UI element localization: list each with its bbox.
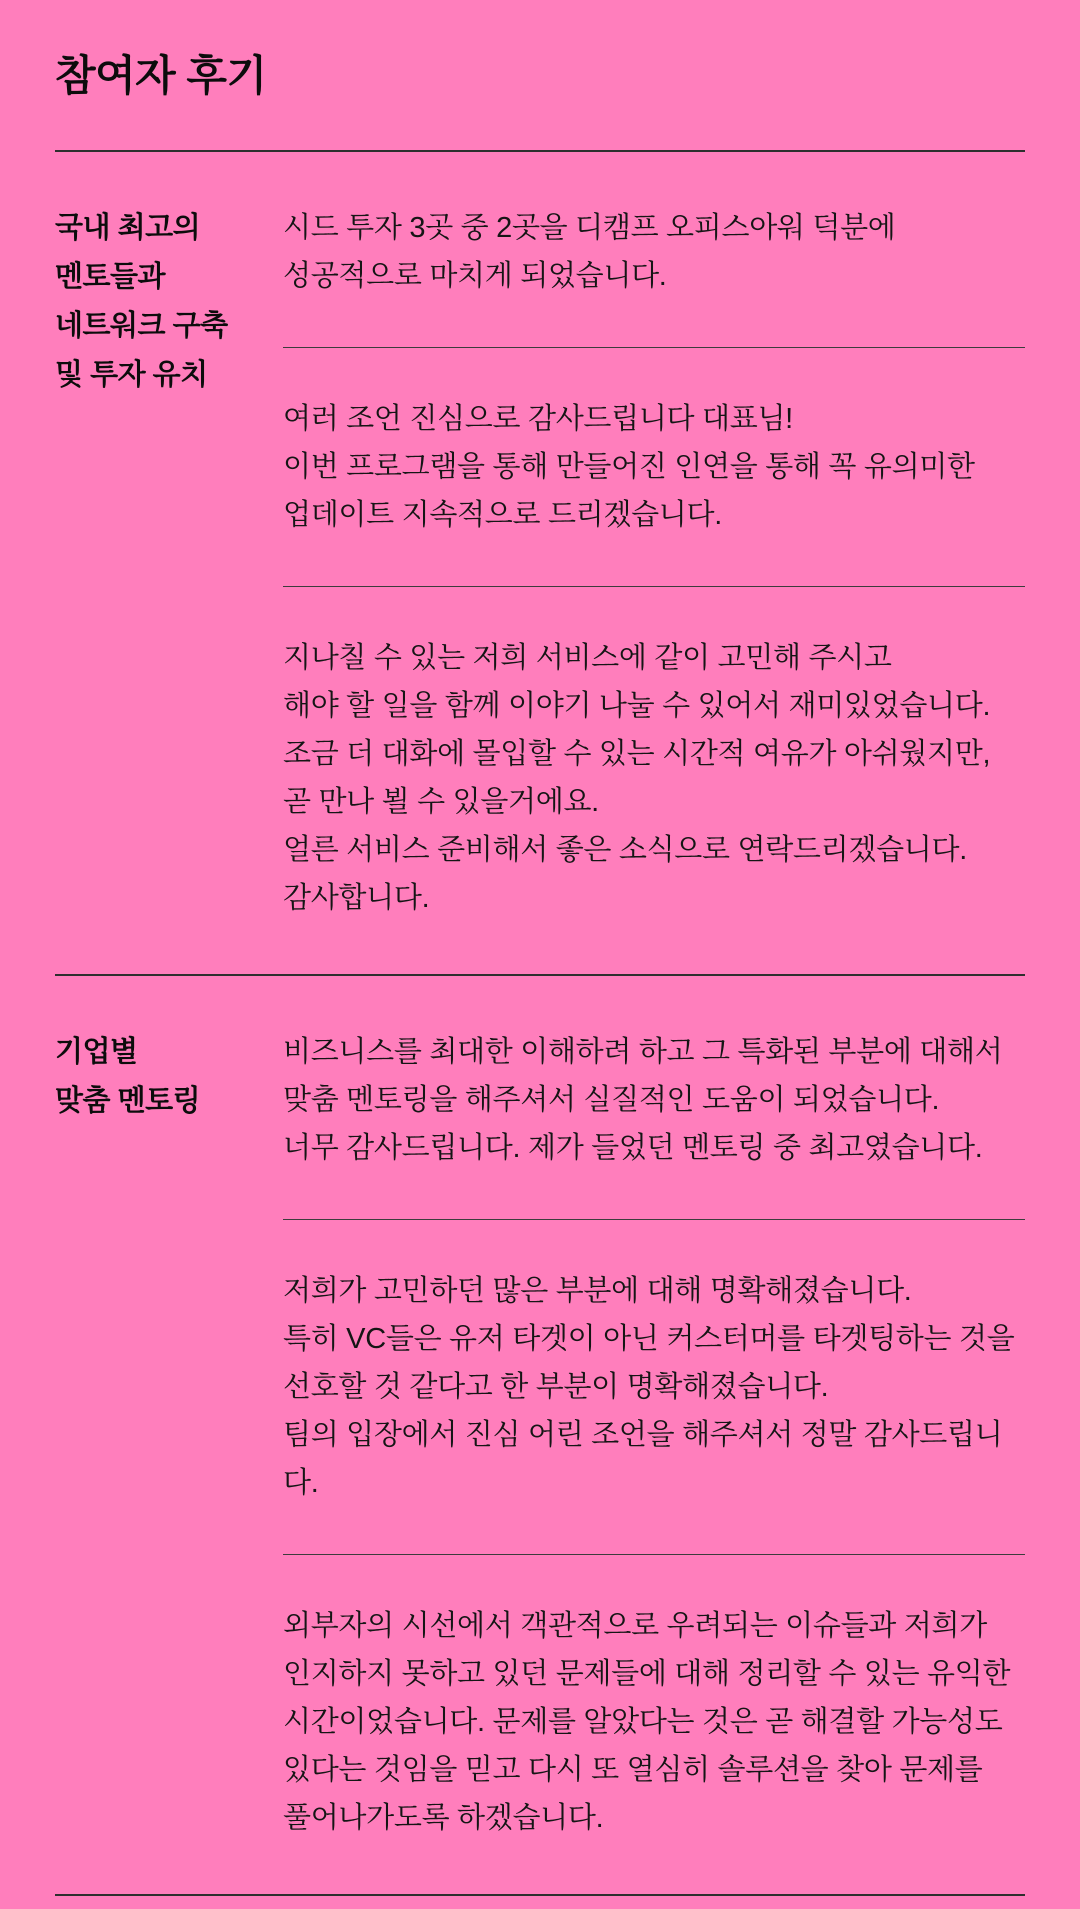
review-section-custom-mentoring	[55, 976, 1025, 1894]
testimonial-divider	[283, 586, 1025, 587]
testimonial-quote: 여러 조언 진심으로 감사드립니다 대표님! 이번 프로그램을 통해 만들어진 인연을 통해 꼭 유의미한 업데이트 지속적으로 드리겠습니다.	[283, 403, 975, 532]
testimonial-quote: 외부자의 시선에서 객관적으로 우려되는 이슈들과 저희가 인지하지 못하고 있던 문제들에 대해 정리할 수 있는 유익한 시간이었습니다. 문제를 알았다는 것은 곧 해결할 가능성도 있다는 것임을 믿고 다시 또 열심히 솔루션을 찾아 문제를 풀어나가도록 하겠습니다.	[283, 1610, 1011, 1835]
section-label: 국내 최고의 멘토들과 네트워크 구축 및 투자 유치	[55, 212, 228, 392]
section-label: 기업별 맞춤 멘토링	[55, 1036, 201, 1118]
testimonial-quote: 시드 투자 3곳 중 2곳을 디캠프 오피스아워 덕분에 성공적으로 마치게 되었습니다.	[283, 212, 896, 293]
section-content	[283, 204, 1025, 922]
testimonial-quote: 저희가 고민하던 많은 부분에 대해 명확해졌습니다. 특히 VC들은 유저 타겟이 아닌 커스터머를 타겟팅하는 것을 선호할 것 같다고 한 부분이 명확해졌습니다. 팀의 입장에서 진심 어린 조언을 해주셔서 정말 감사드립니다.	[283, 1275, 1015, 1500]
testimonial-quote: 비즈니스를 최대한 이해하려 하고 그 특화된 부분에 대해서 맞춤 멘토링을 해주셔서 실질적인 도움이 되었습니다. 너무 감사드립니다. 제가 들었던 멘토링 중 최고였습니다.	[283, 1036, 1003, 1165]
testimonial-divider	[283, 1219, 1025, 1220]
testimonial-quote: 지나칠 수 있는 저희 서비스에 같이 고민해 주시고 해야 할 일을 함께 이야기 나눌 수 있어서 재미있었습니다. 조금 더 대화에 몰입할 수 있는 시간적 여유가 아쉬웠지만, 곧 만나 뵐 수 있을거에요. 얼른 서비스 준비해서 좋은 소식으로 연락드리겠습니다. 감사합니다.	[283, 642, 991, 915]
bottom-divider	[55, 1894, 1025, 1896]
testimonial-divider	[283, 347, 1025, 348]
review-section-mentors	[55, 152, 1025, 974]
page-title: 참여자 후기	[55, 52, 267, 99]
section-content	[283, 1028, 1025, 1842]
testimonial-divider	[283, 1554, 1025, 1555]
